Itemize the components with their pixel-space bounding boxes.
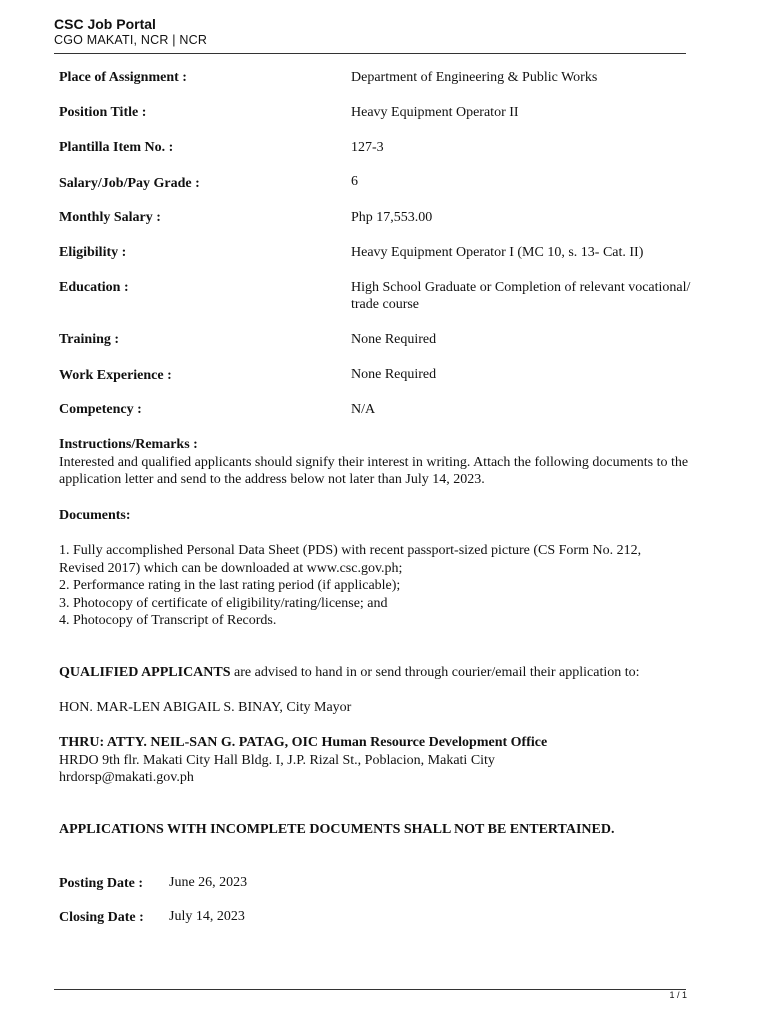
qualified-applicants-lead: QUALIFIED APPLICANTS bbox=[59, 665, 231, 680]
document-item: 4. Photocopy of Transcript of Records. bbox=[59, 613, 277, 628]
field-label: Education : bbox=[59, 280, 129, 295]
field-label: Eligibility : bbox=[59, 245, 127, 260]
document-item: 3. Photocopy of certificate of eligibility/rating/license; and bbox=[59, 595, 388, 611]
field-value: Php 17,553.00 bbox=[351, 210, 433, 225]
field-label: Place of Assignment : bbox=[59, 70, 187, 85]
posting-date-value: June 26, 2023 bbox=[169, 875, 248, 890]
field-value: Heavy Equipment Operator II bbox=[351, 105, 519, 120]
posting-date-label: Posting Date : bbox=[59, 876, 143, 891]
office-address: HRDO 9th flr. Makati City Hall Bldg. I, J.P. Rizal St., Poblacion, Makati City bbox=[59, 752, 495, 768]
qualified-applicants-text: are advised to hand in or send through courier/email their application to: bbox=[230, 665, 640, 680]
field-label: Salary/Job/Pay Grade : bbox=[59, 176, 200, 191]
field-value: None Required bbox=[351, 367, 437, 382]
documents-heading: Documents: bbox=[59, 508, 131, 523]
qualified-applicants-note bbox=[59, 664, 699, 682]
page-number: 1 / 1 bbox=[669, 990, 687, 1000]
field-value: High School Graduate or Completion of relevant vocational/ trade course bbox=[351, 280, 691, 312]
incomplete-documents-warning: APPLICATIONS WITH INCOMPLETE DOCUMENTS SHALL NOT BE ENTERTAINED. bbox=[59, 822, 615, 837]
field-value: Heavy Equipment Operator I (MC 10, s. 13- Cat. II) bbox=[351, 245, 644, 260]
documents-list bbox=[59, 542, 684, 630]
field-label: Training : bbox=[59, 332, 120, 347]
document-item: 2. Performance rating in the last rating period (if applicable); bbox=[59, 578, 401, 593]
field-value: None Required bbox=[351, 332, 437, 347]
closing-date-label: Closing Date : bbox=[59, 910, 144, 925]
document-item: 1. Fully accomplished Personal Data Sheet (PDS) with recent passport-sized picture (CS Form No. 212, Revised 2017) which can be downloaded at www.csc.gov.ph; bbox=[59, 543, 642, 576]
contact-email: hrdorsp@makati.gov.ph bbox=[59, 770, 194, 785]
addressee: HON. MAR-LEN ABIGAIL S. BINAY, City Mayor bbox=[59, 700, 352, 715]
closing-date-value: July 14, 2023 bbox=[169, 909, 245, 924]
field-label: Plantilla Item No. : bbox=[59, 140, 174, 155]
portal-title: CSC Job Portal bbox=[54, 16, 156, 32]
field-value: Department of Engineering & Public Works bbox=[351, 70, 598, 85]
field-label: Competency : bbox=[59, 402, 142, 417]
instructions-heading: Instructions/Remarks : bbox=[59, 437, 198, 452]
thru-section bbox=[59, 734, 699, 787]
header-divider bbox=[54, 53, 686, 54]
field-label: Position Title : bbox=[59, 105, 147, 120]
office-location: CGO MAKATI, NCR | NCR bbox=[54, 33, 208, 47]
field-label: Monthly Salary : bbox=[59, 210, 161, 225]
page-header bbox=[54, 16, 207, 48]
field-value: 127-3 bbox=[351, 140, 384, 155]
footer-divider bbox=[54, 989, 686, 990]
instructions-section bbox=[59, 436, 694, 489]
thru-line: THRU: ATTY. NEIL-SAN G. PATAG, OIC Human Resource Development Office bbox=[59, 735, 548, 750]
field-label: Work Experience : bbox=[59, 368, 172, 383]
field-value: 6 bbox=[351, 174, 358, 189]
instructions-text: Interested and qualified applicants should signify their interest in writing. Attach the following documents to the application letter and send to the address below not later than July 14, 2023. bbox=[59, 454, 689, 487]
field-value: N/A bbox=[351, 402, 376, 417]
